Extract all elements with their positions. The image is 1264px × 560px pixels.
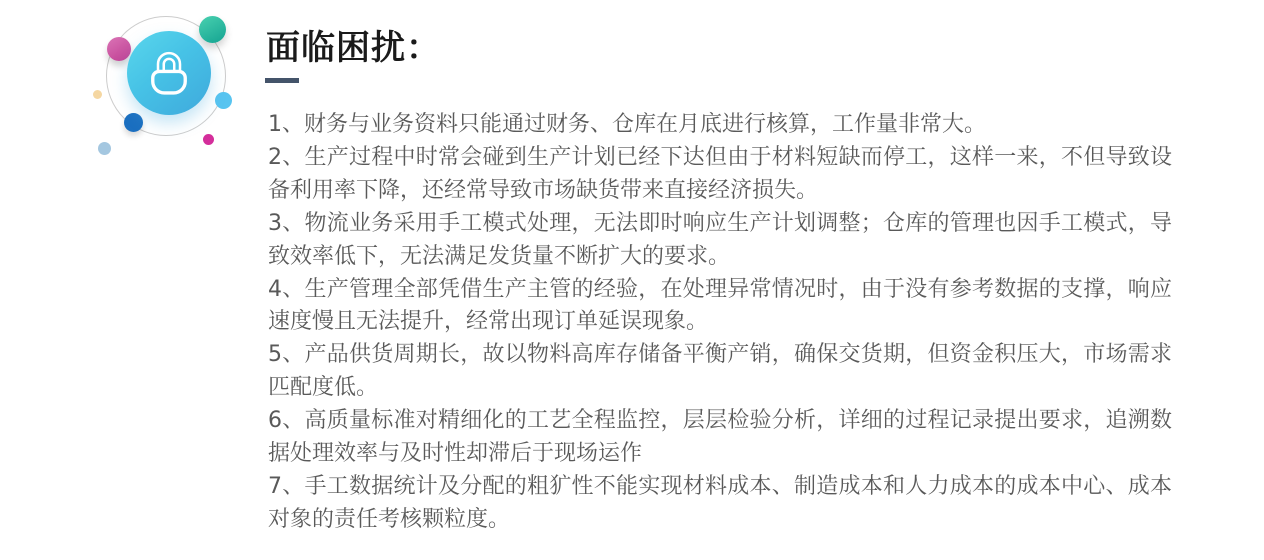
paleblue-dot bbox=[98, 142, 111, 155]
tan-dot bbox=[93, 90, 102, 99]
pink-dot bbox=[107, 37, 131, 61]
title-underline bbox=[265, 78, 299, 83]
skyblue-dot bbox=[215, 92, 232, 109]
trouble-item-1: 1、财务与业务资料只能通过财务、仓库在月底进行核算，工作量非常大。 bbox=[268, 112, 986, 137]
page-title: 面临困扰： bbox=[266, 28, 441, 68]
teal-dot bbox=[199, 16, 226, 43]
badge-circle bbox=[127, 31, 211, 115]
trouble-item-5: 5、产品供货周期长，故以物料高库存储备平衡产销，确保交货期，但资金积压大，市场需求匹配度低。 bbox=[268, 342, 1172, 401]
magenta-dot bbox=[203, 134, 214, 145]
lock-badge-graphic bbox=[0, 0, 260, 180]
trouble-item-2: 2、生产过程中时常会碰到生产计划已经下达但由于材料短缺而停工，这样一来，不但导致设备利用率下降，还经常导致市场缺货带来直接经济损失。 bbox=[268, 144, 1172, 203]
trouble-item-4: 4、生产管理全部凭借生产主管的经验，在处理异常情况时，由于没有参考数据的支撑，响应速度慢且无法提升，经常出现订单延误现象。 bbox=[268, 276, 1172, 335]
trouble-list bbox=[268, 109, 1172, 537]
trouble-item-3: 3、物流业务采用手工模式处理，无法即时响应生产计划调整；仓库的管理也因手工模式，导致效率低下，无法满足发货量不断扩大的要求。 bbox=[268, 210, 1172, 269]
lock-icon bbox=[150, 51, 188, 95]
darkblue-dot bbox=[124, 113, 143, 132]
trouble-item-6: 6、高质量标准对精细化的工艺全程监控，层层检验分析，详细的过程记录提出要求，追溯数据处理效率与及时性却滞后于现场运作 bbox=[268, 408, 1172, 467]
trouble-item-7: 7、手工数据统计及分配的粗犷性不能实现材料成本、制造成本和人力成本的成本中心、成本对象的责任考核颗粒度。 bbox=[268, 473, 1172, 532]
